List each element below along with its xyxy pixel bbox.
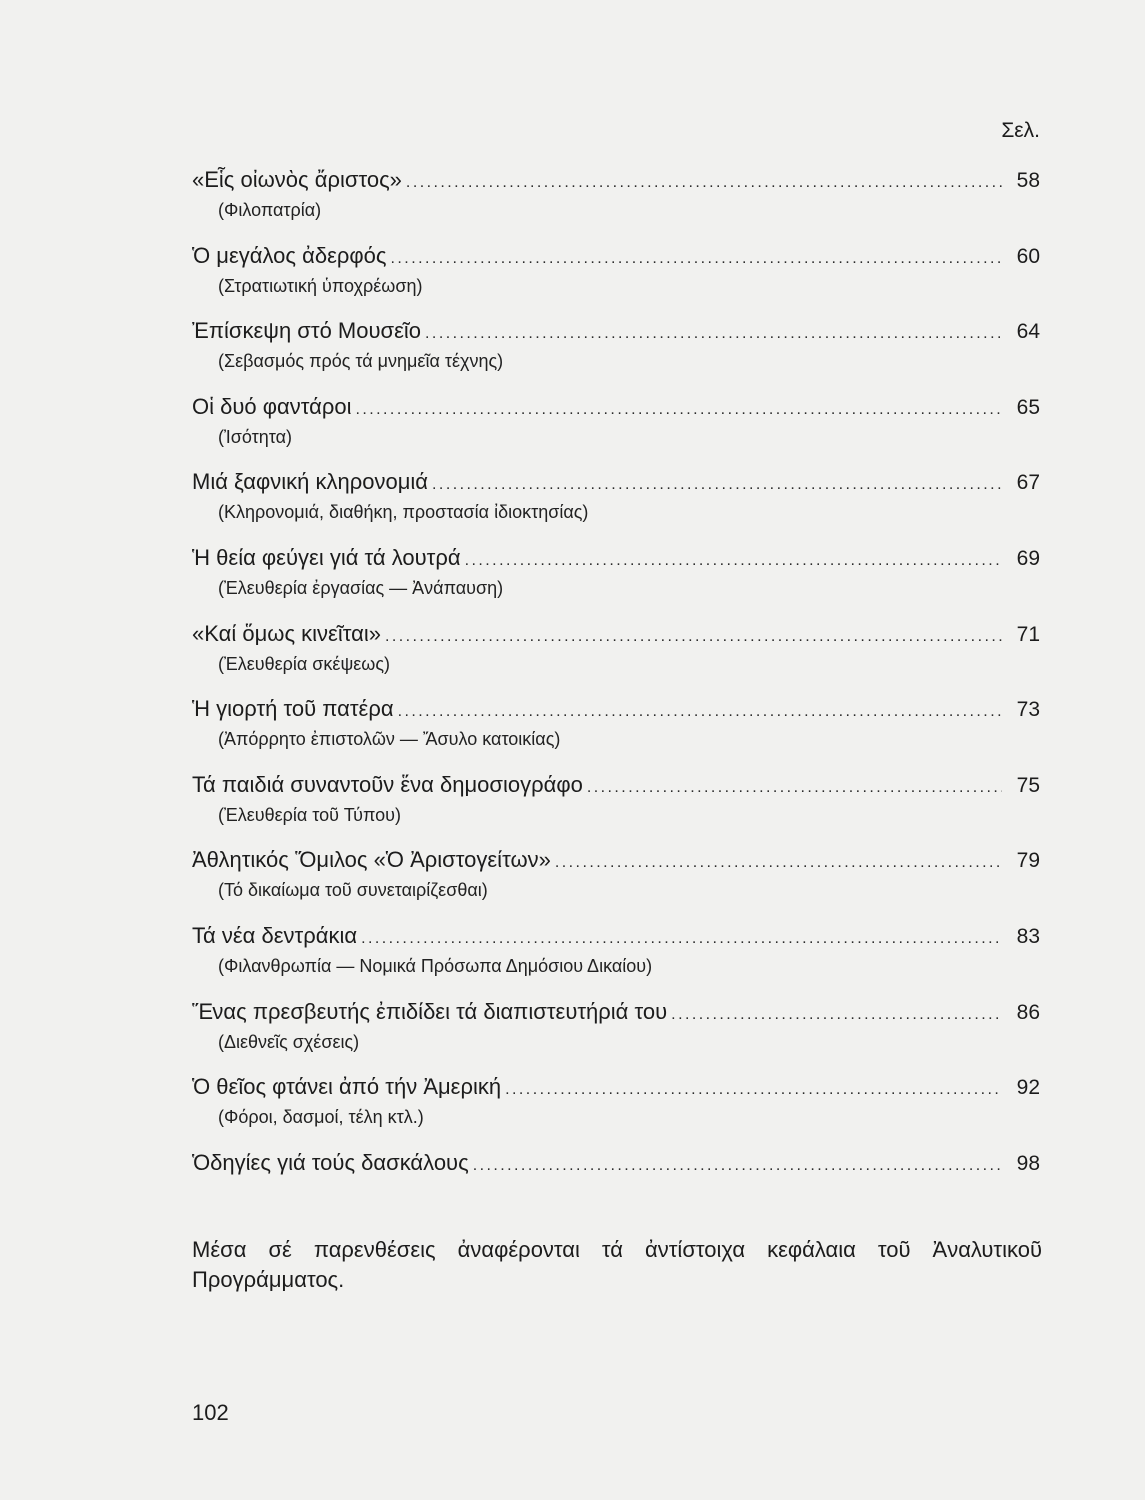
toc-entry-line <box>192 620 1040 651</box>
toc-entry-subtitle: (Διεθνεῖς σχέσεις) <box>218 1031 360 1052</box>
toc-entry-title: Ὁ μεγάλος ἀδερφός <box>192 242 387 268</box>
toc-entry-subtitle: (Φόροι, δασμοί, τέλη κτλ.) <box>218 1107 424 1128</box>
toc-entry-subtitle: (Ἐλευθερία ἐργασίας — Ἀνάπαυση) <box>218 577 504 598</box>
dot-leader <box>555 849 1002 877</box>
toc-entry-page: 83 <box>1016 924 1040 948</box>
toc-entry-subtitle: (Ἐλευθερία σκέψεως) <box>218 653 391 674</box>
dot-leader <box>385 623 1002 651</box>
toc-entry-title: Ἡ θεία φεύγει γιά τά λουτρά <box>192 544 461 570</box>
toc-entry <box>192 771 1040 847</box>
toc-entry-line <box>192 998 1040 1029</box>
toc-entry <box>192 922 1040 998</box>
table-of-contents <box>192 166 1040 1224</box>
toc-entry-title: «Εἷς οἰωνὸς ἄριστος» <box>192 167 402 192</box>
toc-entry-line <box>192 846 1040 877</box>
toc-entry-title: Ὁ θεῖος φτάνει ἀπό τήν Ἀμερική <box>192 1074 502 1100</box>
toc-entry-subtitle: (Ἐλευθερία τοῦ Τύπου) <box>218 804 401 825</box>
toc-entry-title: Ἐπίσκεψη στό Μουσεῖο <box>192 318 422 344</box>
toc-entry <box>192 544 1040 620</box>
toc-entry-line <box>192 1073 1040 1104</box>
toc-entry-title: Ἕνας πρεσβευτής ἐπιδίδει τά διαπιστευτήριά του <box>192 998 668 1024</box>
toc-entry-title: Μιά ξαφνική κληρονομιά <box>192 469 429 495</box>
toc-entry <box>192 1073 1040 1149</box>
toc-entry-subtitle: (Κληρονομιά, διαθήκη, προστασία ἰδιοκτησίας) <box>218 502 589 523</box>
toc-entry <box>192 620 1040 696</box>
dot-leader <box>355 396 1002 424</box>
toc-entry-subtitle: (Ἰσότητα) <box>218 426 292 447</box>
toc-entry-title: Ὁδηγίες γιά τούς δασκάλους <box>192 1149 469 1175</box>
dot-leader <box>361 925 1002 953</box>
toc-entry-line <box>192 468 1040 499</box>
toc-entry <box>192 242 1040 318</box>
toc-entry-page: 60 <box>1016 244 1040 268</box>
page-number: 102 <box>192 1400 229 1425</box>
footnote: Μέσα σέ παρενθέσεις ἀναφέρονται τά ἀντίστοιχα κεφάλαια τοῦ Ἀναλυτικοῦ Προγράμματος. <box>192 1237 1042 1292</box>
toc-entry-line <box>192 242 1040 273</box>
toc-entry <box>192 468 1040 544</box>
dot-leader <box>432 471 1002 499</box>
page-column-label: Σελ. <box>1001 119 1040 142</box>
toc-entry-line <box>192 317 1040 348</box>
toc-entry-subtitle: (Φιλανθρωπία — Νομικά Πρόσωπα Δημόσιου Δικαίου) <box>218 955 653 976</box>
toc-entry-page: 67 <box>1016 471 1040 495</box>
toc-entry-line <box>192 922 1040 953</box>
dot-leader <box>671 1001 1002 1029</box>
toc-entry-line <box>192 166 1040 197</box>
toc-entry-title: «Καί ὅμως κινεῖται» <box>192 620 381 646</box>
dot-leader <box>587 774 1002 802</box>
toc-entry-page: 79 <box>1016 849 1040 873</box>
toc-entry <box>192 393 1040 469</box>
toc-entry-page: 98 <box>1016 1151 1040 1175</box>
toc-entry-page: 58 <box>1016 169 1040 192</box>
toc-entry-subtitle: (Ἀπόρρητο ἐπιστολῶν — Ἄσυλο κατοικίας) <box>218 729 561 750</box>
dot-leader <box>406 169 1002 197</box>
toc-entry-subtitle: (Σεβασμός πρός τά μνημεῖα τέχνης) <box>218 351 504 372</box>
toc-entry-page: 69 <box>1016 546 1040 570</box>
toc-entry-subtitle: (Φιλοπατρία) <box>218 200 322 220</box>
toc-entry <box>192 1149 1040 1225</box>
toc-entry-line <box>192 1149 1040 1180</box>
toc-entry-title: Ἀθλητικός Ὅμιλος «Ὁ Ἀριστογείτων» <box>192 847 551 873</box>
toc-entry-page: 71 <box>1016 622 1040 646</box>
toc-entry <box>192 166 1040 242</box>
toc-entry-subtitle: (Στρατιωτική ὑποχρέωση) <box>218 275 423 296</box>
toc-entry <box>192 846 1040 922</box>
dot-leader <box>505 1076 1002 1104</box>
dot-leader <box>425 320 1002 348</box>
toc-entry-page: 65 <box>1016 395 1040 419</box>
toc-entry-page: 75 <box>1016 773 1040 797</box>
dot-leader <box>473 1152 1002 1180</box>
toc-entry-title: Τά νέα δεντράκια <box>192 922 358 948</box>
dot-leader <box>391 245 1002 273</box>
toc-entry <box>192 317 1040 393</box>
dot-leader <box>465 547 1002 575</box>
toc-entry-page: 73 <box>1016 698 1040 722</box>
toc-entry-line <box>192 695 1040 726</box>
toc-entry-title: Ἡ γιορτή τοῦ πατέρα <box>192 696 394 722</box>
toc-entry <box>192 998 1040 1074</box>
toc-entry-title: Οἱ δυό φαντάροι <box>192 393 352 419</box>
toc-entry-page: 64 <box>1016 320 1040 344</box>
toc-entry-page: 86 <box>1016 1000 1040 1024</box>
toc-entry-line <box>192 771 1040 802</box>
toc-entry-title: Τά παιδιά συναντοῦν ἕνα δημοσιογράφο <box>192 771 583 797</box>
toc-entry-page: 92 <box>1016 1076 1040 1100</box>
dot-leader <box>398 698 1002 726</box>
toc-entry-line <box>192 544 1040 575</box>
toc-entry-subtitle: (Τό δικαίωμα τοῦ συνεταιρίζεσθαι) <box>218 880 488 901</box>
toc-entry <box>192 695 1040 771</box>
toc-entry-line <box>192 393 1040 424</box>
